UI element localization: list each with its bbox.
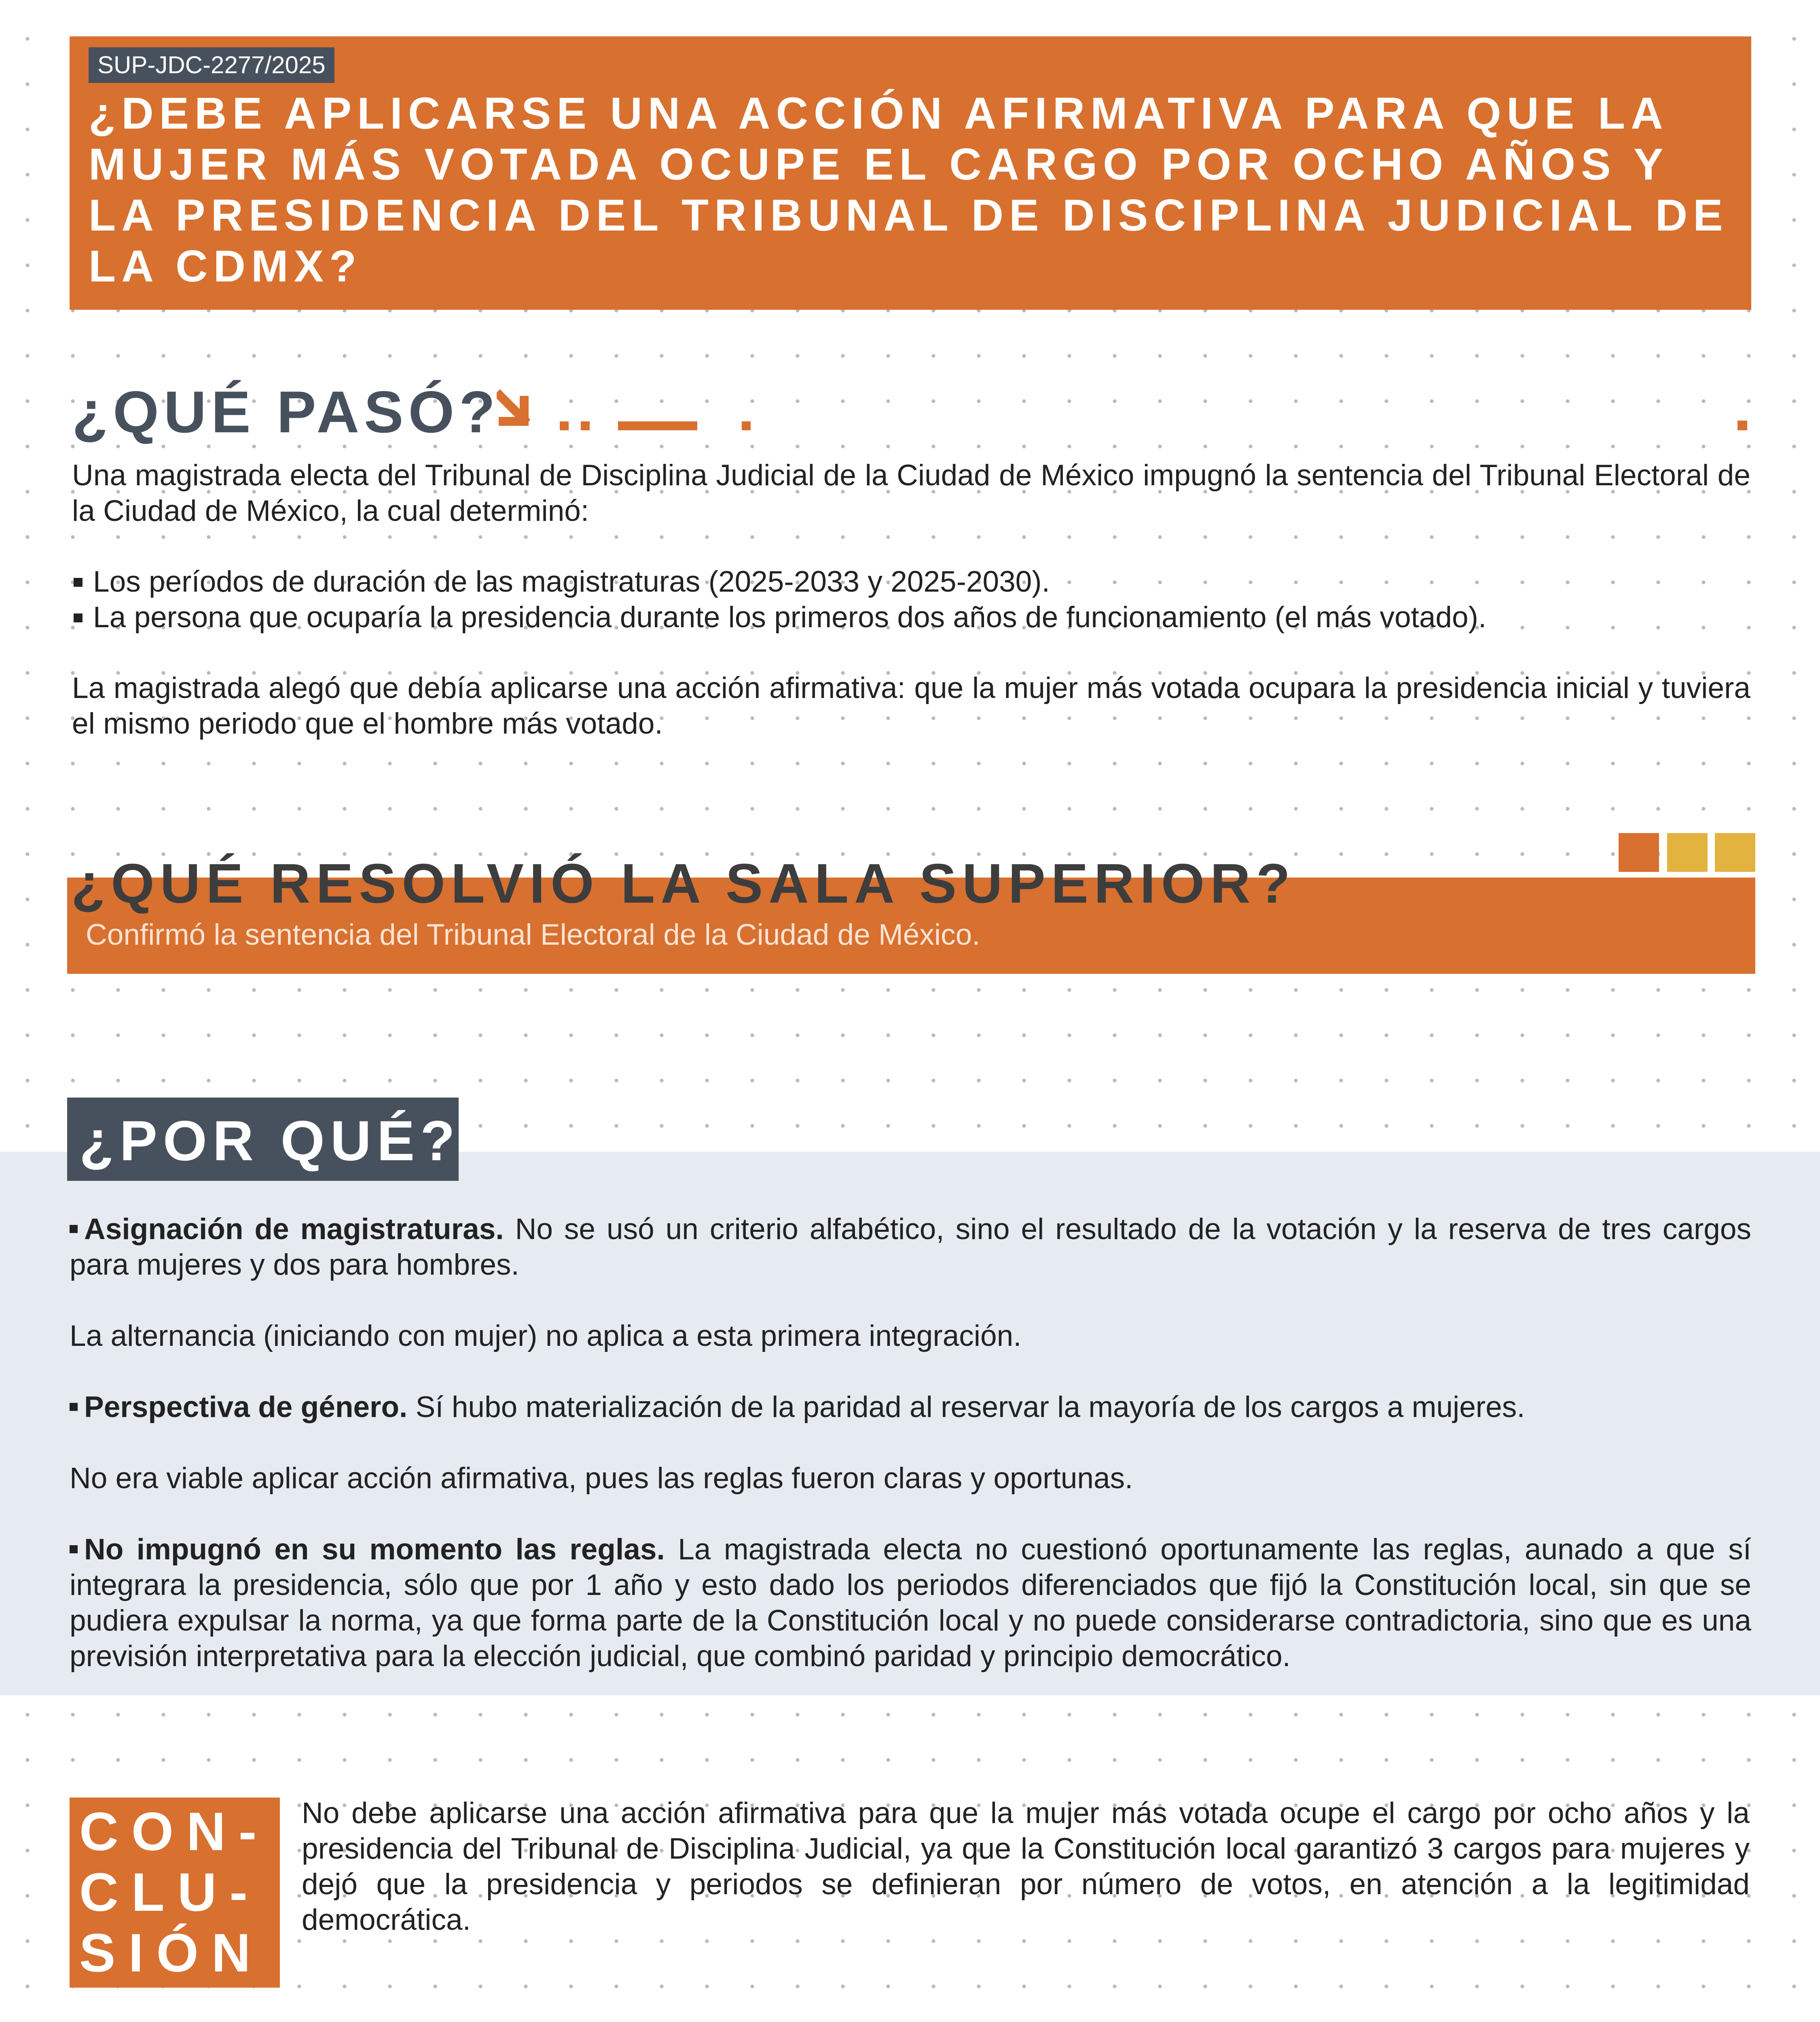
list-item: La persona que ocuparía la presidencia durante los primeros dos años de funcionamiento (el más votado). <box>72 600 1750 635</box>
what-happened-claim: La magistrada alegó que debía aplicarse una acción afirmativa: que la mujer más votada ocupara la presidencia inicial y tuviera el mismo periodo que el hombre más votado. <box>72 672 1750 740</box>
decorative-square <box>1667 833 1708 872</box>
conclusion-label-line: SIÓN <box>79 1923 264 1983</box>
list-item: No impugnó en su momento las reglas. La magistrada electa no cuestionó oportunamente las reglas, aunado a que sí integrara la presidencia, sólo que por 1 año y esto dado los periodos diferenciados que fijó la Constitución local, sin que se pudiera expulsar la norma, ya que forma parte de la Constitución local y no puede considerarse contradictoria, sino que es una previsión interpretativa para la elección judicial, que combinó paridad y principio democrático. <box>70 1533 1751 1673</box>
decorative-dot <box>1737 421 1747 430</box>
bullet-square-icon <box>74 613 83 622</box>
bullet-square-icon <box>74 578 83 587</box>
list-item: Perspectiva de género. Sí hubo materialización de la paridad al reservar la mayoría de los cargos a mujeres. <box>70 1390 1751 1425</box>
list-item: Asignación de magistraturas. No se usó un criterio alfabético, sino el resultado de la votación y la reserva de tres cargos para mujeres y dos para hombres. <box>70 1213 1751 1281</box>
section-title-what-happened: ¿QUÉ PASÓ? <box>72 379 500 445</box>
why-list <box>70 1212 1751 1710</box>
list-item: Los períodos de duración de las magistraturas (2025-2033 y 2025-2030). <box>72 564 1750 600</box>
list-item: La alternancia (iniciando con mujer) no aplica a esta primera integración. <box>70 1320 1022 1352</box>
bullet-square-icon <box>70 1225 78 1233</box>
decorative-square <box>1619 833 1659 872</box>
section-title-resolution: ¿QUÉ RESOLVIÓ LA SALA SUPERIOR? <box>71 852 1296 915</box>
arrow-down-right-icon <box>497 388 764 437</box>
section-title-why: ¿POR QUÉ? <box>79 1109 461 1172</box>
page-title: ¿DEBE APLICARSE UNA ACCIÓN AFIRMATIVA PARA QUE LA MUJER MÁS VOTADA OCUPE EL CARGO POR OCHO AÑOS Y LA PRESIDENCIA DEL TRIBUNAL DE DISCIPLINA JUDICIAL DE LA CDMX? <box>89 89 1729 291</box>
what-happened-bullets <box>72 564 1750 635</box>
conclusion-label-line: CLU- <box>79 1862 261 1923</box>
bullet-square-icon <box>70 1403 78 1411</box>
list-item: No era viable aplicar acción afirmativa, pues las reglas fueron claras y oportunas. <box>70 1462 1133 1495</box>
decorative-square <box>1715 833 1755 872</box>
what-happened-intro: Una magistrada electa del Tribunal de Disciplina Judicial de la Ciudad de México impugnó la sentencia del Tribunal Electoral de la Ciudad de México, la cual determinó: <box>72 459 1750 527</box>
bullet-square-icon <box>70 1545 78 1553</box>
resolution-text: Confirmó la sentencia del Tribunal Electoral de la Ciudad de México. <box>86 918 980 951</box>
conclusion-text: No debe aplicarse una acción afirmativa para que la mujer más votada ocupe el cargo por ocho años y la presidencia del Tribunal de Disciplina Judicial, ya que la Constitución local garantizó 3 cargos para mujeres y dejó que la presidencia y periodos se definieran por número de votos, en atención a la legitimidad democrática. <box>302 1797 1750 1936</box>
case-number-badge: SUP-JDC-2277/2025 <box>89 47 334 83</box>
conclusion-label-line: CON- <box>79 1802 270 1862</box>
